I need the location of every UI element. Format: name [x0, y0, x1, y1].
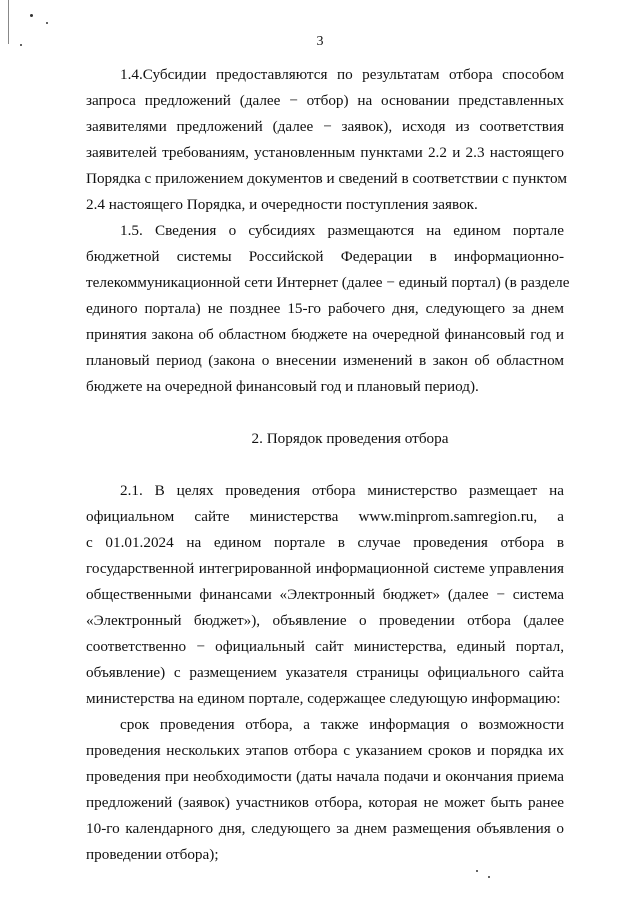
scan-speck [30, 14, 33, 17]
text-line: телекоммуникационной сети Интернет (далее − единый портал) (в разделе [86, 274, 570, 291]
text-line: 2.4 настоящего Порядка, и очередности поступления заявок. [86, 196, 478, 213]
text-line: заявителей требованиям, установленным пунктами 2.2 и 2.3 настоящего [86, 144, 564, 161]
text-line: единого портала) не позднее 15-го рабочего дня, следующего за днем [86, 300, 564, 317]
text-line: 1.4.Субсидии предоставляются по результатам отбора способом [120, 66, 564, 83]
text-line: соответственно − официальный сайт министерства, единый портал, [86, 638, 564, 655]
text-line: бюджете на очередной финансовый год и плановый период). [86, 378, 479, 395]
text-line: бюджетной системы Российской Федерации в информационно- [86, 248, 564, 265]
paragraph-2-1 [86, 478, 564, 712]
text-line: объявление) с размещением указателя страницы официального сайта [86, 664, 564, 681]
text-line: с 01.01.2024 на едином портале в случае проведения отбора в [86, 534, 564, 551]
scan-speck [488, 876, 490, 878]
text-line: проведения нескольких этапов отбора с указанием сроков и порядка их [86, 742, 564, 759]
text-line: проведения при необходимости (даты начала подачи и окончания приема [86, 768, 564, 785]
text-line: официальном сайте министерства www.minprom.samregion.ru, а [86, 508, 564, 525]
text-line: 1.5. Сведения о субсидиях размещаются на едином портале [120, 222, 564, 239]
scan-speck [476, 870, 478, 872]
text-line: 2.1. В целях проведения отбора министерство размещает на [120, 482, 564, 499]
text-line: «Электронный бюджет»), объявление о проведении отбора (далее [86, 612, 564, 629]
text-line: принятия закона об областном бюджете на очередной финансовый год и [86, 326, 564, 343]
text-line: срок проведения отбора, а также информация о возможности [120, 716, 564, 733]
text-line: министерства на едином портале, содержащее следующую информацию: [86, 690, 561, 707]
paragraph-1-5 [86, 218, 570, 400]
text-line: Порядка с приложением документов и сведений в соответствии с пунктом [86, 170, 567, 187]
section-heading: 2. Порядок проведения отбора [251, 430, 449, 447]
paragraph-1-4 [86, 62, 567, 218]
text-line: заявителями предложений (далее − заявок), исходя из соответствия [86, 118, 564, 135]
text-line: предложений (заявок) участников отбора, которая не может быть ранее [86, 794, 564, 811]
text-line: общественными финансами «Электронный бюджет» (далее − система [86, 586, 564, 603]
text-line: плановый период (закона о внесении изменений в закон об областном [86, 352, 564, 369]
page-number: 3 [316, 34, 324, 49]
scan-speck [46, 22, 48, 24]
document-body [86, 62, 570, 868]
paragraph-deadline [86, 712, 564, 868]
text-line: государственной интегрированной информационной системе управления [86, 560, 564, 577]
text-line: 10-го календарного дня, следующего за днем размещения объявления о [86, 820, 564, 837]
text-line: проведении отбора); [86, 846, 219, 863]
text-line: запроса предложений (далее − отбор) на основании представленных [86, 92, 564, 109]
